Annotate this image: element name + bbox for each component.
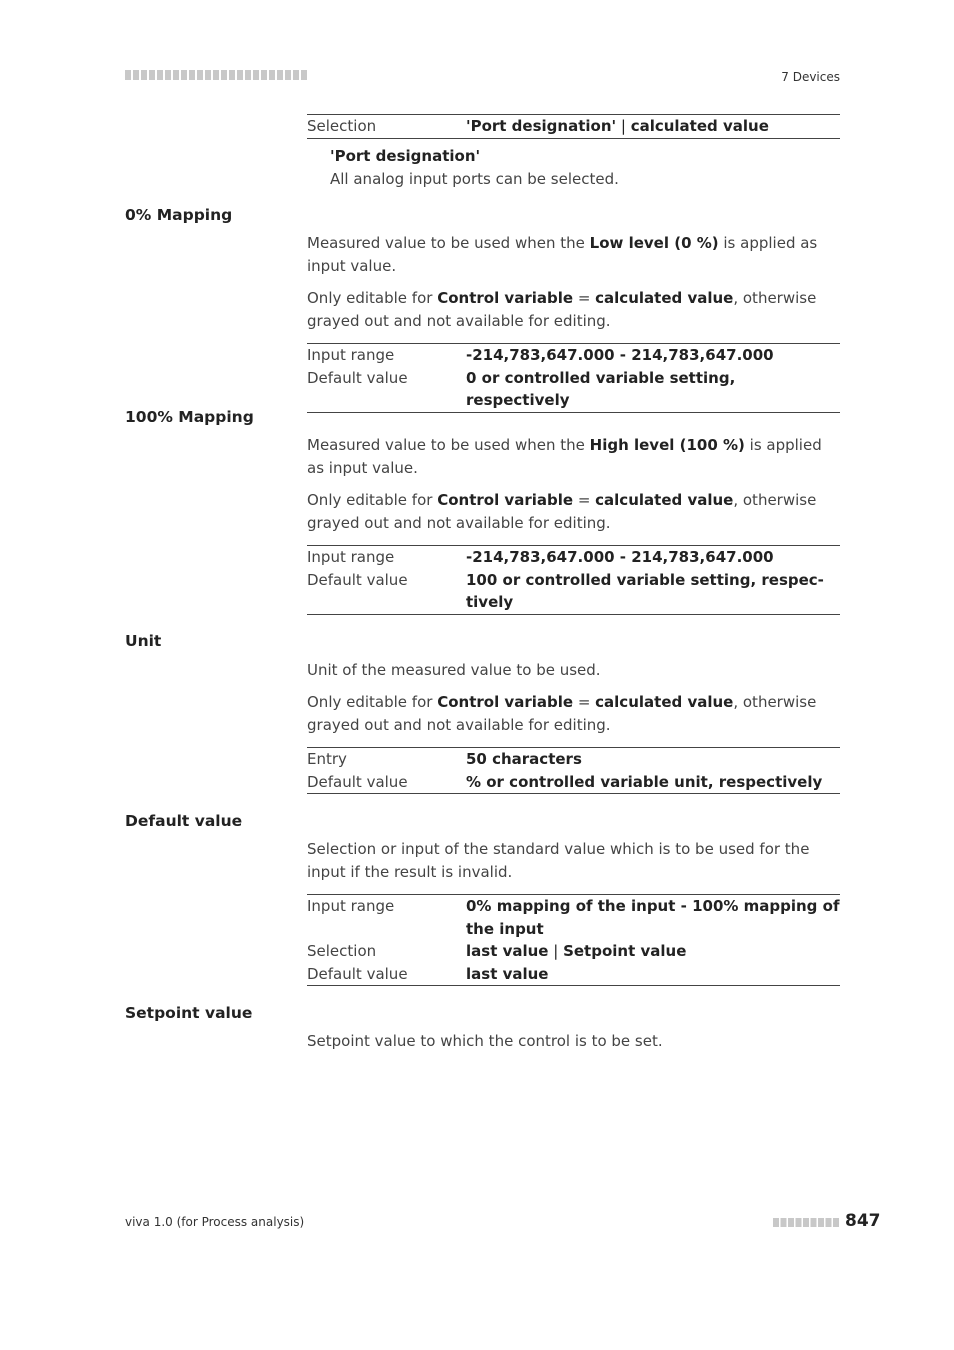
param-key: Selection — [307, 117, 377, 135]
table-row — [307, 748, 840, 771]
section-heading-unit: Unit — [125, 632, 162, 650]
param-table-unit — [307, 747, 840, 794]
table-row — [307, 963, 840, 986]
section-heading-setpoint-value: Setpoint value — [125, 1004, 253, 1022]
section-heading-100-mapping: 100% Mapping — [125, 408, 254, 426]
param-value: -214,783,647.000 - 214,783,647.000 — [466, 548, 774, 566]
param-key: Default value — [307, 368, 408, 387]
paragraph: Setpoint value to which the control is to be set. — [307, 1032, 663, 1050]
param-value: last value | Setpoint value — [466, 942, 687, 960]
chapter-label: 7 Devices — [781, 70, 840, 84]
param-value: last value — [466, 964, 549, 983]
param-table-0-mapping — [307, 343, 840, 413]
table-row — [307, 344, 840, 367]
param-value: 0 or controlled variable setting, respectively — [466, 368, 736, 409]
param-value: 'Port designation' | calculated value — [466, 117, 769, 135]
footer-product: viva 1.0 (for Process analysis) — [125, 1215, 305, 1229]
port-designation-title: 'Port designation' — [330, 147, 481, 165]
param-key: Default value — [307, 772, 408, 791]
table-row — [307, 115, 840, 138]
table-row — [307, 895, 840, 940]
section-heading-default-value: Default value — [125, 812, 243, 830]
table-row — [307, 569, 840, 614]
table-row — [307, 940, 840, 963]
param-key: Input range — [307, 897, 395, 915]
param-value: % or controlled variable unit, respectively — [466, 772, 823, 791]
port-designation-text: All analog input ports can be selected. — [330, 170, 619, 188]
param-key: Default value — [307, 964, 408, 983]
paragraph: Only editable for Control variable = calculated value, otherwise grayed out and not available for editing. — [307, 491, 817, 532]
table-row — [307, 771, 840, 794]
paragraph: Only editable for Control variable = calculated value, otherwise grayed out and not available for editing. — [307, 289, 817, 330]
paragraph: Selection or input of the standard value which is to be used for the input if the result is invalid. — [307, 840, 810, 881]
footer-decoration — [773, 1218, 839, 1227]
param-value: -214,783,647.000 - 214,783,647.000 — [466, 346, 774, 364]
param-table-100-mapping — [307, 545, 840, 615]
page-number: 847 — [845, 1211, 881, 1231]
param-key: Input range — [307, 548, 395, 566]
selection-table — [307, 114, 840, 139]
paragraph: Measured value to be used when the High level (100 %) is applied as input value. — [307, 436, 822, 477]
paragraph: Measured value to be used when the Low level (0 %) is applied as input value. — [307, 234, 818, 275]
section-heading-0-mapping: 0% Mapping — [125, 206, 233, 224]
header-decoration — [125, 70, 307, 80]
table-row — [307, 367, 840, 412]
param-value: 100 or controlled variable setting, respec- tively — [466, 570, 824, 611]
param-key: Default value — [307, 570, 408, 589]
param-value: 0% mapping of the input - 100% mapping of the input — [466, 897, 840, 938]
param-value: 50 characters — [466, 750, 582, 768]
param-key: Entry — [307, 750, 347, 768]
paragraph: Only editable for Control variable = calculated value, otherwise grayed out and not available for editing. — [307, 693, 817, 734]
paragraph: Unit of the measured value to be used. — [307, 661, 601, 679]
param-key: Selection — [307, 942, 377, 960]
param-table-default-value — [307, 894, 840, 986]
param-key: Input range — [307, 346, 395, 364]
table-row — [307, 546, 840, 569]
